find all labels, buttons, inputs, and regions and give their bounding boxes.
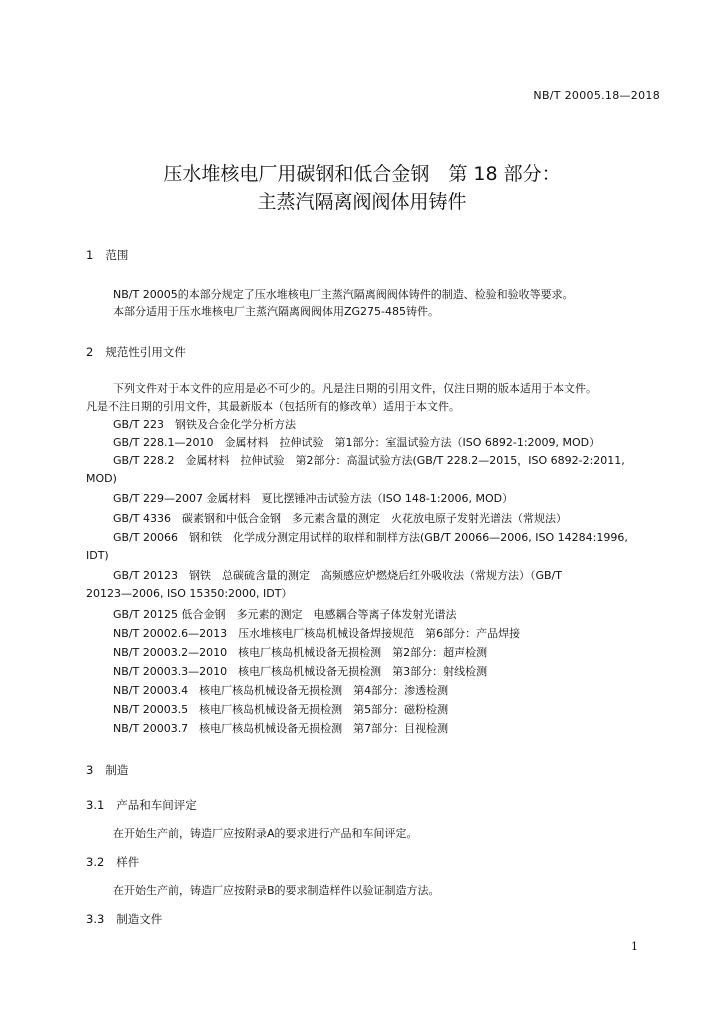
section-3-1-title: 产品和车间评定: [116, 798, 197, 812]
section-2-number: 2: [86, 345, 94, 359]
section-3-2-heading: [86, 854, 139, 870]
section-2-heading: [86, 344, 186, 360]
reference-item: GB/T 229—2007 金属材料 夏比摆锤冲击试验方法（ISO 148-1:2006, MOD）: [113, 492, 514, 505]
document-title: [0, 160, 724, 216]
section-3-3-title: 制造文件: [116, 912, 163, 926]
section-3-1-number: 3.1: [86, 798, 105, 812]
section-2-title: 规范性引用文件: [105, 345, 186, 359]
section-3-2-number: 3.2: [86, 855, 105, 869]
reference-item: NB/T 20003.2—2010 核电厂核岛机械设备无损检测 第2部分：超声检测: [113, 646, 488, 659]
reference-item: NB/T 20002.6—2013 压水堆核电厂核岛机械设备焊接规范 第6部分：产品焊接: [113, 627, 521, 640]
reference-item: GB/T 20123 钢铁 总碳硫含量的测定 高频感应炉燃烧后红外吸收法（常规方法）（GB/T: [113, 569, 562, 582]
section-3-title: 制造: [105, 763, 129, 777]
reference-item-continuation: 20123—2006, ISO 15350:2000, IDT）: [86, 587, 293, 600]
section-3-heading: [86, 762, 128, 778]
reference-item: GB/T 4336 碳素钢和中低合金钢 多元素含量的测定 火花放电原子发射光谱法（常规法）: [113, 512, 567, 525]
section-3-2-text: 在开始生产前，铸造厂应按附录B的要求制造样件以验证制造方法。: [113, 884, 440, 897]
section-3-1-text: 在开始生产前，铸造厂应按附录A的要求进行产品和车间评定。: [113, 827, 418, 840]
section-1-heading: [86, 247, 128, 263]
reference-item-continuation: IDT): [86, 549, 109, 562]
title-line-1: 压水堆核电厂用碳钢和低合金钢 第 18 部分：: [163, 163, 561, 185]
reference-item-continuation: MOD): [86, 472, 117, 485]
reference-item: GB/T 20125 低合金钢 多元素的测定 电感耦合等离子体发射光谱法: [113, 608, 457, 621]
section-3-number: 3: [86, 763, 94, 777]
section-3-3-number: 3.3: [86, 912, 105, 926]
section-1-paragraph-1: NB/T 20005的本部分规定了压水堆核电厂主蒸汽隔离阀阀体铸件的制造、检验和验收等要求。: [113, 288, 574, 301]
reference-item: NB/T 20003.7 核电厂核岛机械设备无损检测 第7部分：目视检测: [113, 722, 449, 735]
reference-item: GB/T 228.2 金属材料 拉伸试验 第2部分：高温试验方法(GB/T 228.2—2015，ISO 6892-2:2011,: [113, 454, 625, 467]
reference-item: GB/T 20066 钢和铁 化学成分测定用试样的取样和制样方法(GB/T 20066—2006, ISO 14284:1996,: [113, 531, 628, 544]
reference-item: NB/T 20003.5 核电厂核岛机械设备无损检测 第5部分：磁粉检测: [113, 703, 449, 716]
section-3-1-heading: [86, 797, 197, 813]
section-2-intro-2: 凡是不注日期的引用文件，其最新版本（包括所有的修改单）适用于本文件。: [86, 400, 460, 413]
section-2-intro-1: 下列文件对于本文件的应用是必不可少的。凡是注日期的引用文件，仅注日期的版本适用于本文件。: [113, 382, 597, 395]
section-1-paragraph-2: 本部分适用于压水堆核电厂主蒸汽隔离阀阀体用ZG275-485铸件。: [113, 305, 440, 318]
reference-item: GB/T 228.1—2010 金属材料 拉伸试验 第1部分：室温试验方法（ISO 6892-1:2009, MOD）: [113, 436, 601, 449]
section-1-title: 范围: [105, 248, 129, 262]
reference-item: GB/T 223 钢铁及合金化学分析方法: [113, 418, 296, 431]
section-1-number: 1: [86, 248, 94, 262]
reference-item: NB/T 20003.3—2010 核电厂核岛机械设备无损检测 第3部分：射线检测: [113, 665, 488, 678]
reference-item: NB/T 20003.4 核电厂核岛机械设备无损检测 第4部分：渗透检测: [113, 684, 449, 697]
section-3-2-title: 样件: [116, 855, 140, 869]
standard-number: NB/T 20005.18—2018: [533, 89, 660, 102]
title-line-2: 主蒸汽隔离阀阀体用铸件: [257, 191, 467, 213]
page-number: 1: [631, 940, 638, 953]
section-3-3-heading: [86, 911, 162, 927]
